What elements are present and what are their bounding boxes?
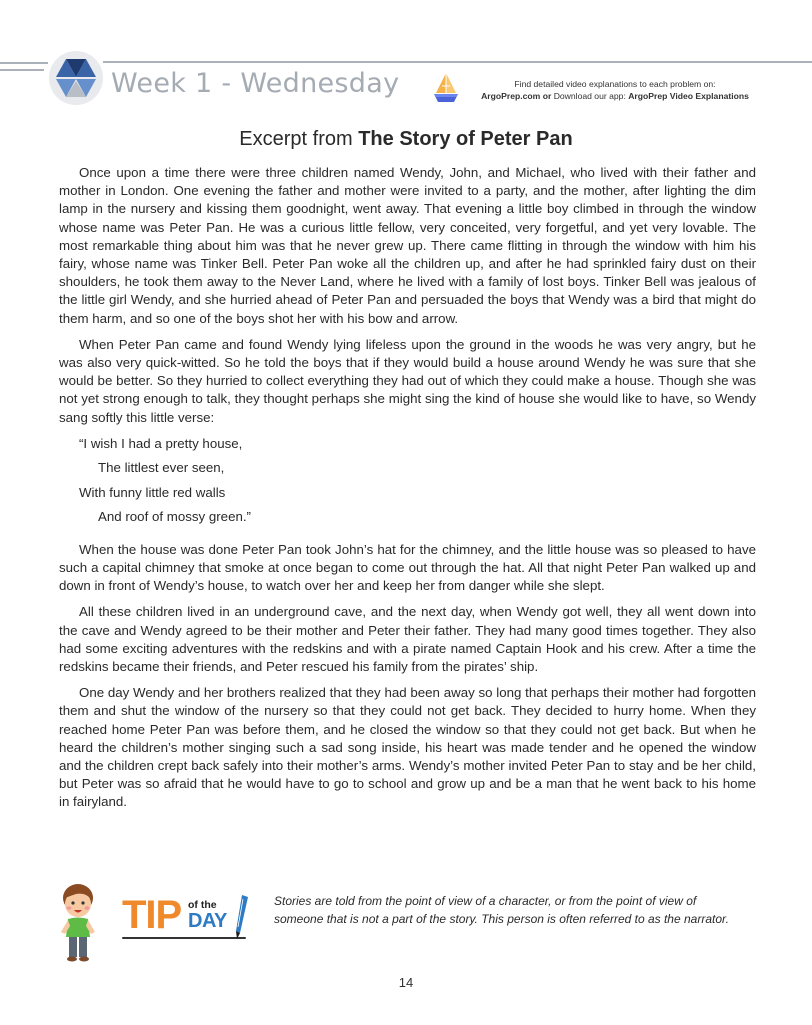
argo-promo [450,78,780,102]
story-paragraph: When the house was done Peter Pan took John’s hat for the chimney, and the little house was so pleased to have such a capital chimney that smoke at once began to come out through the hat. All that night Peter Pan walked up and down in front of Wendy’s house, to watch over her and keep her from danger while she slept. [59,541,756,594]
tip-logo-tip: TIP [122,893,182,937]
verse-line: And roof of mossy green.” [98,509,251,525]
tip-text: Stories are told from the point of view of a character, or from the point of view of someone that is not a part of the story. This person is often referred to as the narrator. [274,894,729,926]
story-paragraph: One day Wendy and her brothers realized that they had been away so long that perhaps their mother had forgotten them and shut the window of the nursery so that they could not get back. They decided to hurry home. When they reached home Peter Pan was before them, and he closed the window so that they could not get back. But when he heard the children’s mother singing such a sad song inside, his heart was made tender and he opened the window and the children crept back safely into their mother’s arms. Wendy’s mother invited Peter Pan to stay and be her child, but Peter was so afraid that he would have to go to school and grow up and be a man that he went back to his home in fairyland. [59,685,756,810]
tip-logo-of-the: of the [188,899,217,911]
argo-app-name[interactable]: ArgoPrep Video Explanations [628,91,749,101]
boy-character-icon [58,882,102,969]
hexagon-triangles-icon [55,56,97,100]
verse-line: “I wish I had a pretty house, [79,435,243,451]
argo-line2 [450,90,780,102]
tip-logo-underline [122,937,246,939]
argo-or: or [540,91,554,101]
verse-line: The littlest ever seen, [98,460,225,476]
week-badge [49,51,103,105]
story-paragraph: Once upon a time there were three children named Wendy, John, and Michael, who lived with their father and mother in London. One evening the father and mother were invited to a party, and the mother, after lighting the dim lamp in the nursery and kissing them goodnight, went away. That evening a little boy climbed in through the window whose name was Peter Pan. He was a curious little fellow, very conceited, very forgetful, and yet very lovable. The most remarkable thing about him was that he never grew up. There came flitting in through the window with him his fairy, whose name was Tinker Bell. Peter Pan woke all the children up, and after he had sprinkled fairy dust on their shoulders, he took them away to the Never Land, where he lived with a family of lost boys. Tinker Bell was jealous of the little girl Wendy, and she hurried ahead of Peter Pan and persuaded the boys that Wendy was a bird that might do them harm, and so one of the boys shot her with his bow and arrow. [59,165,756,326]
week-title: Week 1 - Wednesday [111,68,400,99]
argo-download: Download our app: [553,91,629,101]
page-title [0,128,812,151]
story-paragraph: When Peter Pan came and found Wendy lying lifeless upon the ground in the woods he was very angry, but he was also very quick-witted. So he told the boys that if they would build a house around Wendy he was sure that she would be better. So they hurried to collect everything they had out of which they could make a house. Though she was not yet strong enough to talk, they thought perhaps she might sing the kind of house she would like to have, so Wendy sang softly this little verse: [59,336,756,425]
page-number: 14 [398,975,414,990]
story-body [59,164,756,820]
header-rule-long [103,61,812,63]
tip-logo-day: DAY [188,910,227,932]
title-bold: The Story of Peter Pan [358,128,573,150]
argo-line1: Find detailed video explanations to each problem on: [514,79,716,89]
verse-line: With funny little red walls [79,484,226,500]
header-rule-short-top [0,62,48,64]
pencil-icon [230,893,252,941]
story-paragraph: All these children lived in an underground cave, and the next day, when Wendy got well, they all went down into the cave and Wendy agreed to be their mother and Peter their father. They had many good times together. They also had some exciting adventures with the redskins and with a pirate named Captain Hook and his crew. After a time the redskins became their friends, and Peter rescued his family from the pirates’ ship. [59,604,756,675]
title-prefix: Excerpt from [239,128,359,150]
verse [59,435,756,533]
tip-of-the-day-logo [120,893,252,943]
argo-site-link[interactable]: ArgoPrep.com [481,91,541,101]
header-rule-short-bottom [0,69,44,71]
